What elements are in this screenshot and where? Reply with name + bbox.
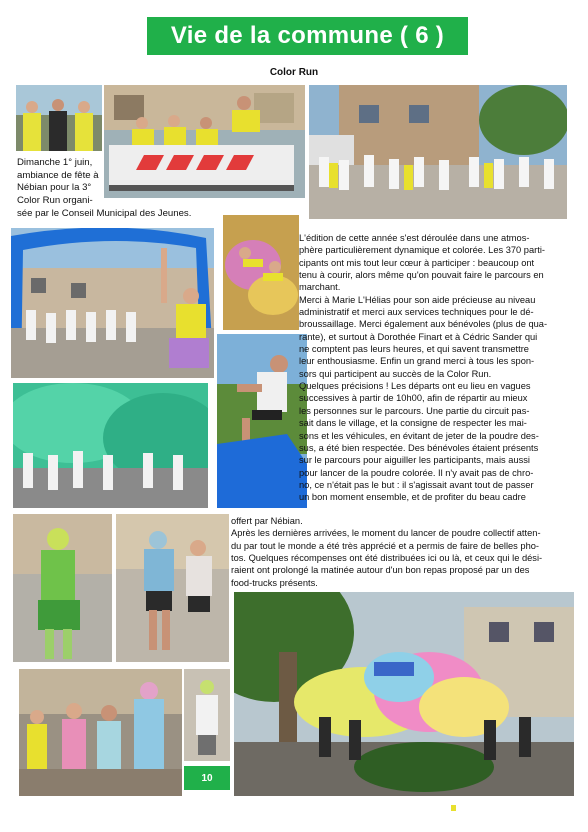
article-line: no, ce n'était pas le but : il s'agissait avant tout de passer xyxy=(299,479,534,490)
article-line: les personnes sur le parcours. Une partie du circuit pas- xyxy=(299,405,530,416)
photo-side-runner xyxy=(184,669,230,761)
article-line: Après les dernières arrivées, le moment du lancer de poudre collectif atten- xyxy=(231,528,541,539)
article-title: Color Run xyxy=(269,67,319,78)
article-line: tenu à courir, alors même qu'on pouvait faire le parcours en xyxy=(299,270,544,281)
photo-colored-group xyxy=(19,669,182,796)
article-text xyxy=(299,232,581,504)
article-line: raient ont prolongé la matinée autour d'un bon repas proposé par un des xyxy=(231,565,530,576)
article-line: tos. Quelques récompenses ont été distribuées ici ou là, et ceux qui le dési- xyxy=(231,553,543,564)
article-line: phère particulièrement dynamique et colorée. Les 370 parti- xyxy=(299,245,545,256)
article-line: sus, a été bien respectée. Des bénévoles étaient présents xyxy=(299,442,539,453)
photo-green-runner xyxy=(13,514,112,662)
article-line: rante), et surtout à Dorothée Finart et à Cédric Sander qui xyxy=(299,331,538,342)
article-paragraph-1 xyxy=(299,232,581,294)
photo-caption: Dimanche 1° juin, ambiance de fête à Nébian pour la 3° Color Run organi- xyxy=(17,157,99,206)
photo-organizers xyxy=(16,85,102,151)
photo-green-powder xyxy=(13,383,208,508)
photo-child-jumping xyxy=(217,334,307,508)
article-paragraph-2 xyxy=(299,294,581,380)
article-paragraph-3 xyxy=(299,380,581,503)
article-line: marchant. xyxy=(299,282,341,293)
article-line: Merci à Marie L'Hélias pour son aide précieuse au niveau xyxy=(299,294,536,305)
article-line: food-trucks présents. xyxy=(231,577,318,588)
photo-truck xyxy=(104,85,305,198)
page-title-banner xyxy=(147,17,468,55)
article-line: administratif et merci aux services techniques pour le dé- xyxy=(299,307,534,318)
article-line: Quelques précisions ! Les départs ont eu lieu en vagues xyxy=(299,381,531,392)
page-number: 10 xyxy=(184,766,230,790)
article-line: ne comptent pas leurs heures, et qui savent transmettre xyxy=(299,344,529,355)
article-line: du par tout le monde a été très apprécié et a permis de faire de belles pho- xyxy=(231,540,540,551)
article-line: successives à partir de 10h00, afin de répartir au mieux xyxy=(299,393,528,404)
article-line: sons et les véhicules, en évitant de jeter de la poudre des- xyxy=(299,430,539,441)
photo-start-arch xyxy=(11,228,214,378)
photo-kids-powder-ground xyxy=(223,215,299,330)
article-line: leur enthousiasme. Enfin un grand merci à tous les spon- xyxy=(299,356,535,367)
article-line: un bon moment ensemble, et de profiter du beau cadre xyxy=(299,492,526,503)
page-title: Vie de la commune ( 6 ) xyxy=(170,22,445,49)
article-line: cipants ont mis tout leur cœur à participer : beaucoup ont xyxy=(299,257,535,268)
article-line: sur le parcours pour aiguiller les participants, mais aussi xyxy=(299,455,530,466)
article-line: broussaillage. Merci également aux bénévoles (plus de qua- xyxy=(299,319,548,330)
photo-caption-line5: sée par le Conseil Municipal des Jeunes. xyxy=(17,208,192,219)
article-text-bottom xyxy=(231,515,583,589)
photo-powder-throw xyxy=(234,592,574,796)
article-line: pour lancer de la poudre colorée. Il n'y avait pas de chro- xyxy=(299,467,534,478)
photo-crowd-start xyxy=(309,85,567,219)
article-paragraph-4 xyxy=(231,527,583,589)
article-line: sait dans le village, et la consigne de respecter les mai- xyxy=(299,418,527,429)
article-line: L'édition de cette année s'est déroulée dans une atmos- xyxy=(299,233,530,243)
article-paragraph-3-tail: offert par Nébian. xyxy=(231,516,303,526)
photo-two-runners xyxy=(116,514,229,662)
article-line: sors qui participent au succès de la Color Run. xyxy=(299,368,492,379)
decorative-dot xyxy=(451,805,456,811)
